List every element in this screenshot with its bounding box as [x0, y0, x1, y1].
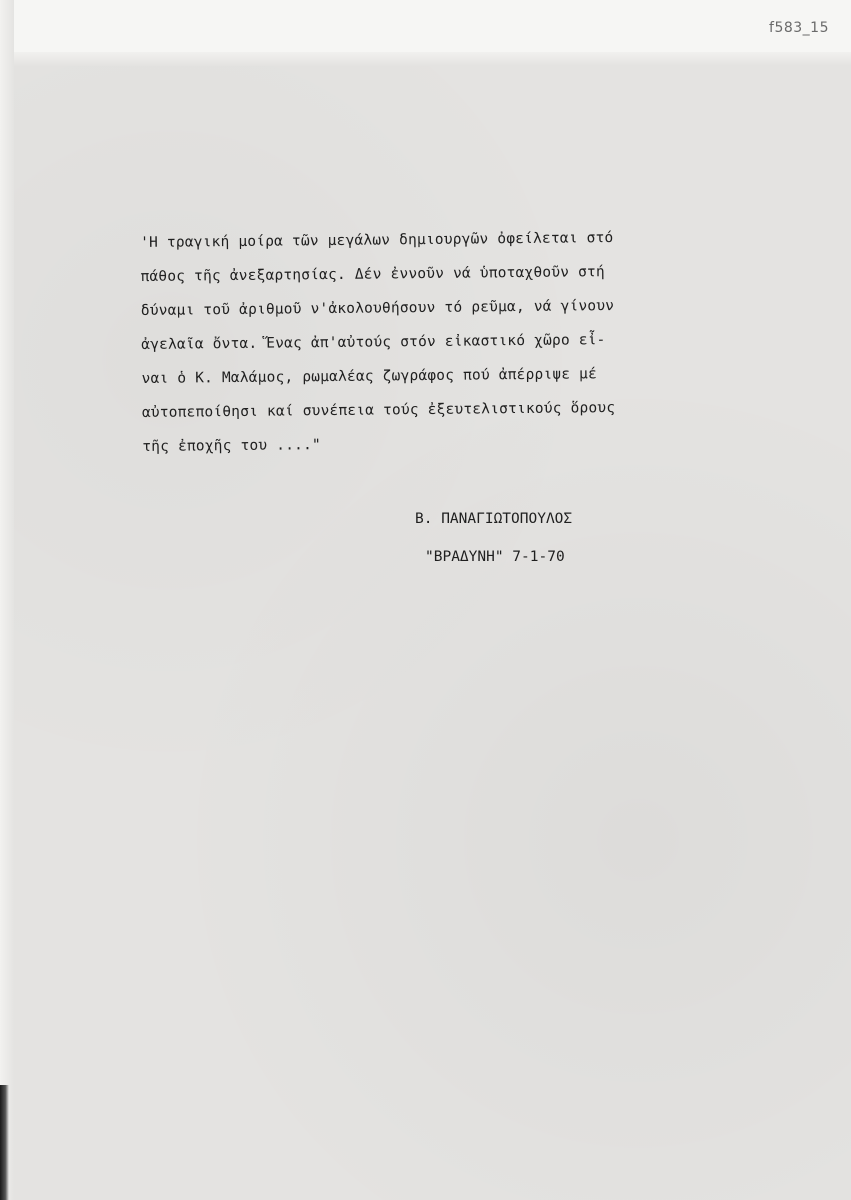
quote-line: αὐτοπεποίθησι καί συνέπεια τούς ἐξευτελιστικούς ὅρους	[141, 400, 616, 421]
scan-top-fade	[0, 52, 851, 66]
author-name: Β. ΠΑΝΑΓΙΩΤΟΠΟΥΛΟΣ	[415, 511, 573, 527]
quote-block	[140, 220, 702, 464]
quote-line: πάθος τῆς ἀνεξαρτησίας. Δέν ἐννοῦν νά ὑποταχθοῦν στή	[140, 264, 605, 285]
quote-line: δύναμι τοῦ ἀριθμοῦ ν'ἀκολουθήσουν τό ρεῦμα, νά γίνουν	[140, 298, 615, 319]
archive-number: f583_15	[769, 20, 829, 36]
source-citation: "ΒΡΑΔΥΝΗ" 7-1-70	[425, 549, 565, 565]
scan-edge-mark	[0, 1085, 9, 1200]
quote-line: ἀγελαῖα ὄντα. Ἕνας ἀπ'αὐτούς στόν εἰκαστικό χῶρο εἶ-	[141, 332, 606, 353]
scan-top-strip	[0, 0, 851, 52]
quote-line: ναι ὁ Κ. Μαλάμος, ρωμαλέας ζωγράφος πού ἀπέρριψε μέ	[141, 366, 598, 387]
quote-line: τῆς ἐποχῆς του ...."	[142, 437, 321, 455]
quote-line: 'Η τραγική μοίρα τῶν μεγάλων δημιουργῶν ὀφείλεται στό	[140, 230, 614, 251]
signature-block	[415, 500, 572, 576]
scan-left-edge	[0, 0, 14, 1200]
